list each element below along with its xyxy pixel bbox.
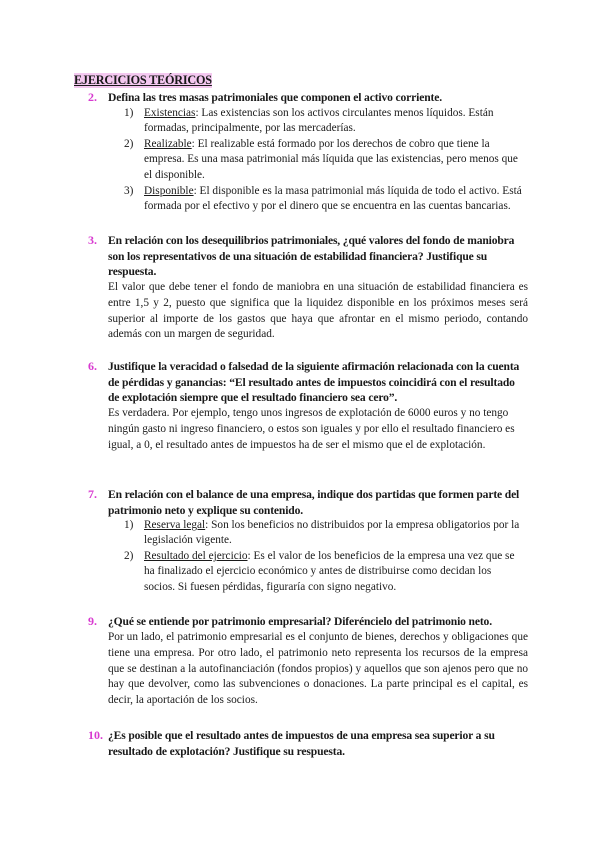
list-item-term: Disponible xyxy=(144,185,194,197)
question-number: 6. xyxy=(88,359,97,373)
question-text: En relación con los desequilibrios patrimoniales, ¿qué valores del fondo de maniobra son los representativos de una situación de estabilidad financiera? Justifique su respuesta. xyxy=(108,234,515,279)
list-item-text: : El disponible es la masa patrimonial más líquida de todo el activo. Está formada por el efectivo y por el dinero que se encuentra en las cuentas bancarias. xyxy=(144,185,522,213)
list-item-number: 2) xyxy=(124,550,134,562)
list-item xyxy=(124,184,524,215)
list-item-term: Resultado del ejercicio xyxy=(144,550,248,562)
question-text: ¿Es posible que el resultado antes de impuestos de una empresa sea superior a su resultado de explotación? Justifique su respuesta. xyxy=(108,729,495,758)
answer-paragraph: Por un lado, el patrimonio empresarial es el conjunto de bienes, derechos y obligaciones que tiene una empresa. Por otro lado, el patrimonio neto representa los recursos de la empresa que se destinan a la autofinanciación (fondos propios) y aquellos que son ajenos pero que no hay que devolver, como las subvenciones o donaciones. La parte principal es el capital, es decir, la aportación de los socios. xyxy=(108,631,528,707)
section-title: EJERCICIOS TEÓRICOS xyxy=(74,73,212,87)
list-item xyxy=(124,137,524,183)
list-item xyxy=(124,549,524,595)
list-item-number: 1) xyxy=(124,519,134,531)
question-number: 10. xyxy=(88,728,103,742)
question-number: 3. xyxy=(88,233,97,247)
question-6 xyxy=(88,359,528,406)
list-item xyxy=(124,518,524,549)
question-number: 9. xyxy=(88,614,97,628)
list-item-number: 3) xyxy=(124,185,134,197)
list-item-number: 2) xyxy=(124,138,134,150)
answer-paragraph: El valor que debe tener el fondo de maniobra en una situación de estabilidad financiera es entre 1,5 y 2, puesto que significa que la liquidez disponible en los próximos meses será superior al importe de los gastos que haya que afrontar en el mismo periodo, contando además con un margen de seguridad. xyxy=(108,281,528,341)
question-7 xyxy=(88,487,528,518)
answer-paragraph: Es verdadera. Por ejemplo, tengo unos ingresos de explotación de 6000 euros y no tengo ningún gasto ni ingreso financiero, o estos son iguales y por ello el resultado financiero es igual, a 0, el resultado antes de impuestos ha de ser el mismo que el de explotación. xyxy=(108,407,515,451)
list-item-term: Existencias xyxy=(144,107,196,119)
list-item-term: Reserva legal xyxy=(144,519,206,531)
list-item-text: : Las existencias son los activos circulantes menos líquidos. Están formadas, principalmente, por las mercaderías. xyxy=(144,107,494,135)
question-text: Defina las tres masas patrimoniales que componen el activo corriente. xyxy=(108,91,442,104)
question-2 xyxy=(88,90,528,106)
question-text: Justifique la veracidad o falsedad de la siguiente afirmación relacionada con la cuenta de pérdidas y ganancias: “El resultado antes de impuestos coincidirá con el resultado de explotación siempre que el resultado financiero sea cero”. xyxy=(108,360,520,405)
list-item-text: : Es el valor de los beneficios de la empresa una vez que se ha finalizado el ejercicio económico y antes de distribuirse como decidan los socios. Si fuesen pérdidas, figuraría con signo negativo. xyxy=(144,550,515,593)
question-9 xyxy=(88,614,528,630)
question-10 xyxy=(88,728,528,759)
question-number: 2. xyxy=(88,90,97,104)
question-text: ¿Qué se entiende por patrimonio empresarial? Diferéncielo del patrimonio neto. xyxy=(108,615,492,628)
question-number: 7. xyxy=(88,487,97,501)
list-item xyxy=(124,106,524,137)
question-3 xyxy=(88,233,528,280)
question-text: En relación con el balance de una empresa, indique dos partidas que formen parte del patrimonio neto y explique su contenido. xyxy=(108,488,520,517)
list-item-text: : Son los beneficios no distribuidos por la empresa obligatorios por la legislación vigente. xyxy=(144,519,520,547)
list-item-text: : El realizable está formado por los derechos de cobro que tiene la empresa. Es una masa patrimonial más líquida que las existencias, pero menos que el disponible. xyxy=(144,138,518,181)
list-item-number: 1) xyxy=(124,107,134,119)
list-item-term: Realizable xyxy=(144,138,192,150)
